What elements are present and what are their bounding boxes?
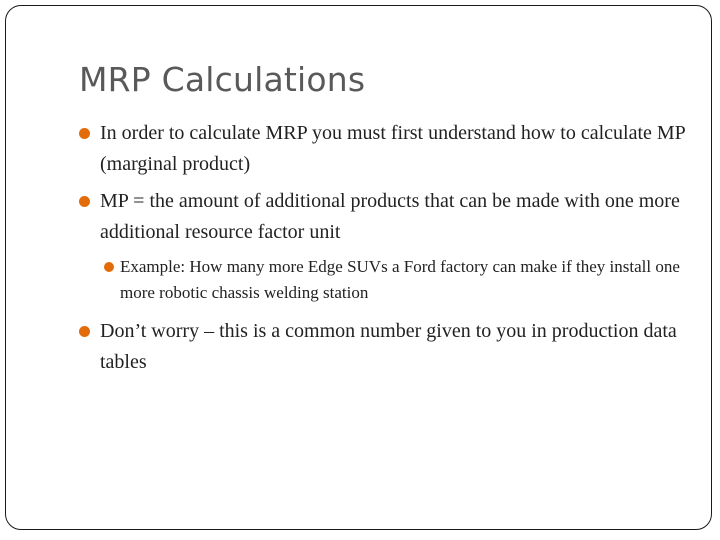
bullet-dot-icon (79, 196, 90, 207)
sub-bullet-dot-icon (104, 262, 114, 272)
bullet-dot-icon (79, 128, 90, 139)
slide-title: MRP Calculations (79, 60, 366, 99)
bullet-item (78, 118, 688, 180)
bullet-text: In order to calculate MRP you must first understand how to calculate MP (marginal product) (100, 122, 686, 175)
bullet-list (78, 118, 688, 384)
bullet-dot-icon (79, 326, 90, 337)
bullet-item (78, 186, 688, 248)
sub-bullet-text: Example: How many more Edge SUVs a Ford factory can make if they install one more robotic chassis welding station (120, 257, 680, 302)
sub-bullet-item (100, 254, 688, 306)
bullet-text: MP = the amount of additional products that can be made with one more additional resource factor unit (100, 190, 680, 243)
bullet-item (78, 316, 688, 378)
bullet-text: Don’t worry – this is a common number given to you in production data tables (100, 320, 677, 373)
